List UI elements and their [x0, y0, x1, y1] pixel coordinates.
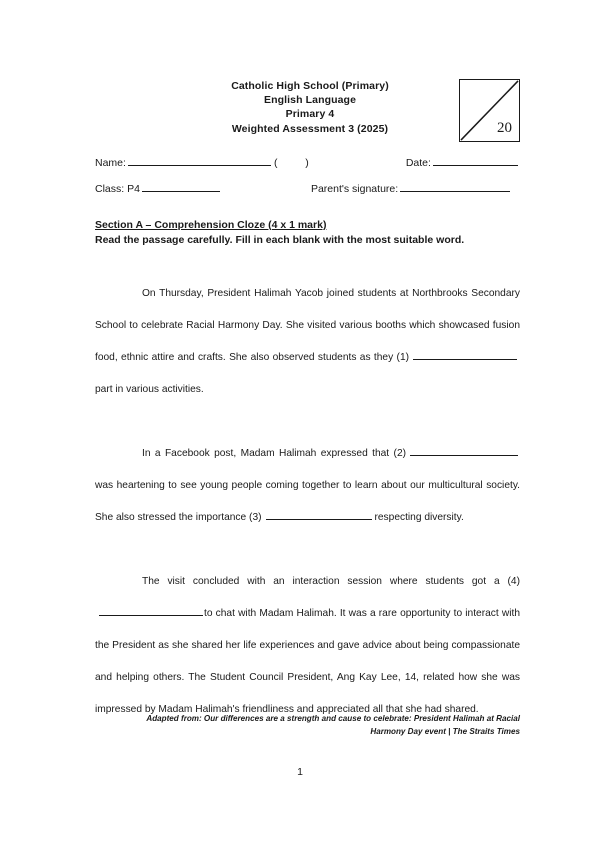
blank-4-input[interactable]	[99, 605, 203, 616]
passage-p1-text-before-blank: On Thursday, President Halimah Yacob joined students at Northbrooks Secondary School to celebrate Racial Harmony Day. She visited various booths which showcased fusion food, ethnic attire and crafts. She also observed students as they	[95, 288, 520, 363]
passage-p3-text-after-blank: to chat with Madam Halimah. It was a rare opportunity to interact with the President as she shared her life experiences and gave advice about being compassionate and helping others. The Student Council President, Ang Kay Lee, 14, related how she was impressed by Madam Halimah's friendliness and appreciated all that she had shared.	[95, 608, 520, 715]
passage-paragraph-3	[95, 566, 520, 726]
marks-box	[459, 79, 520, 142]
paragraph-gap-2	[95, 534, 520, 566]
particulars-block	[95, 155, 520, 207]
blank-3-input[interactable]	[266, 509, 372, 520]
date-input[interactable]	[433, 155, 518, 166]
paragraph-gap-1	[95, 406, 520, 438]
level-name: Primary 4	[285, 108, 335, 121]
blank-1-input[interactable]	[413, 349, 517, 360]
index-open-paren: (	[273, 157, 278, 169]
source-attribution	[138, 713, 520, 738]
section-a-instruction: Read the passage carefully. Fill in each blank with the most suitable word.	[95, 234, 465, 246]
blank-1-number: (1)	[396, 352, 409, 363]
name-date-row	[95, 155, 520, 181]
subject-name: English Language	[263, 94, 357, 107]
parent-signature-label: Parent's signature:	[310, 183, 399, 195]
passage-p3-text-before-blank: The visit concluded with an interaction session where students got a	[142, 576, 500, 587]
passage-paragraph-1	[95, 278, 520, 406]
section-a-heading	[95, 219, 464, 246]
index-input[interactable]	[281, 156, 302, 166]
attribution-line-2: Harmony Day event | The Straits Times	[370, 726, 520, 736]
class-signature-row	[95, 181, 520, 207]
name-label: Name:	[95, 157, 126, 169]
class-input[interactable]	[142, 181, 220, 192]
attribution-line-1: Adapted from: Our differences are a strength and cause to celebrate: President Halimah at Racial	[146, 714, 520, 723]
passage-paragraph-2	[95, 438, 520, 534]
marks-total: 20	[497, 120, 512, 136]
passage-p1-text-after-blank: part in various activities.	[95, 384, 204, 395]
section-a-title: Section A – Comprehension Cloze (4 x 1 mark)	[95, 219, 327, 231]
passage-p2-text-after-blank3: respecting diversity.	[374, 512, 464, 523]
index-close-paren: )	[305, 157, 310, 169]
passage-p2-text-between-blanks: was heartening to see young people coming together to learn about our multicultural society. She also stressed the importance	[95, 480, 520, 523]
passage-p2-text-before-blank2: In a Facebook post, Madam Halimah expressed that	[142, 448, 390, 459]
blank-4-number: (4)	[507, 576, 520, 587]
name-input[interactable]	[128, 155, 271, 166]
blank-2-input[interactable]	[410, 445, 518, 456]
class-label: Class: P4	[95, 183, 140, 195]
parent-signature-input[interactable]	[400, 181, 510, 192]
assessment-name: Weighted Assessment 3 (2025)	[231, 122, 389, 135]
page-number: 1	[297, 766, 303, 778]
date-label: Date:	[405, 157, 431, 169]
blank-3-number: (3)	[249, 512, 262, 523]
school-name: Catholic High School (Primary)	[231, 80, 389, 92]
blank-2-number: (2)	[393, 448, 406, 459]
cloze-passage	[95, 278, 520, 726]
